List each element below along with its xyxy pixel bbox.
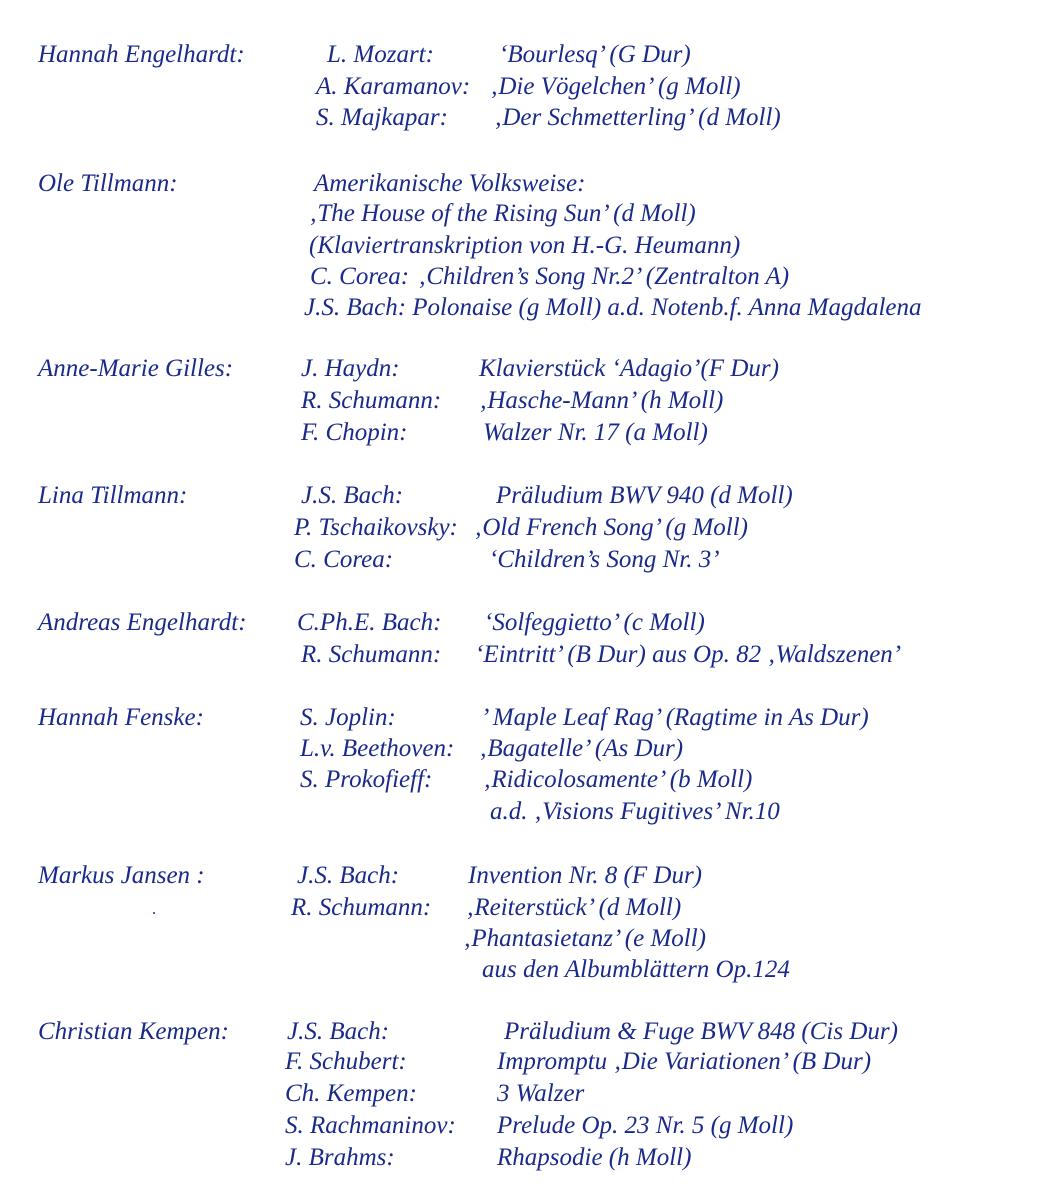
performer-name: Lina Tillmann: (38, 482, 188, 509)
stray-dot (153, 912, 155, 914)
composer: C. Corea: (310, 263, 410, 290)
work-title: ‚Die Vögelchen’ (g Moll) (490, 73, 741, 100)
program-line: a.d. ‚Visions Fugitives’ Nr.10 (490, 798, 780, 825)
composer: F. Chopin: (301, 419, 408, 446)
performer-name: Christian Kempen: (38, 1018, 229, 1045)
composer: J.S. Bach: (297, 862, 400, 889)
work-title: ‘Children’s Song Nr. 3’ (489, 546, 720, 573)
composer: P. Tschaikovsky: (294, 514, 458, 541)
composer: C.Ph.E. Bach: (297, 609, 442, 636)
composer: J. Haydn: (301, 355, 400, 382)
performer-name: Anne-Marie Gilles: (38, 355, 234, 382)
performer-name: Ole Tillmann: (38, 170, 178, 197)
work-title: Klavierstück ‘Adagio’(F Dur) (479, 355, 779, 382)
work-title: ‚Old French Song’ (g Moll) (474, 514, 749, 541)
program-line: ‚The House of the Rising Sun’ (d Moll) (309, 200, 696, 227)
performer-name: Hannah Fenske: (38, 704, 204, 731)
work-title: Impromptu ‚Die Variationen’ (B Dur) (497, 1048, 872, 1075)
performer-name: Markus Jansen : (38, 862, 205, 889)
composer: A. Karamanov: (316, 73, 471, 100)
work-title: ‚Ridicolosamente’ (b Moll) (483, 766, 753, 793)
work-title: ‚Hasche-Mann’ (h Moll) (479, 387, 724, 414)
work-title: ‚Bagatelle’ (As Dur) (479, 735, 684, 762)
composer: L.v. Beethoven: (300, 735, 455, 762)
composer: J.S. Bach: (287, 1018, 390, 1045)
work-title: Prelude Op. 23 Nr. 5 (g Moll) (497, 1112, 794, 1139)
work-title: Rhapsodie (h Moll) (497, 1144, 692, 1171)
program-line: J.S. Bach: Polonaise (g Moll) a.d. Notenb.f. Anna Magdalena (304, 294, 922, 321)
work-title: Präludium BWV 940 (d Moll) (496, 482, 793, 509)
composer: L. Mozart: (327, 41, 434, 68)
program-line: Amerikanische Volksweise: (314, 170, 586, 197)
composer: S. Rachmaninov: (285, 1112, 456, 1139)
performer-name: Hannah Engelhardt: (38, 41, 245, 68)
work-title: ‘Bourlesq’ (G Dur) (499, 41, 691, 68)
program-line: aus den Albumblättern Op.124 (482, 956, 790, 983)
work-title: 3 Walzer (497, 1080, 585, 1107)
performer-name: Andreas Engelhardt: (38, 609, 247, 636)
composer: S. Majkapar: (316, 104, 448, 131)
work-title: ‚Reiterstück’ (d Moll) (466, 894, 682, 921)
composer: F. Schubert: (285, 1048, 407, 1075)
composer: J.S. Bach: (301, 482, 404, 509)
composer: R. Schumann: (301, 387, 442, 414)
composer: S. Joplin: (300, 704, 396, 731)
work-title: Walzer Nr. 17 (a Moll) (483, 419, 708, 446)
work-title: ’ Maple Leaf Rag’ (Ragtime in As Dur) (481, 704, 869, 731)
composer: R. Schumann: (301, 641, 442, 668)
program-line: (Klaviertranskription von H.-G. Heumann) (309, 232, 741, 259)
work-title: ‘Solfeggietto’ (c Moll) (484, 609, 705, 636)
work-title: ‘Eintritt’ (B Dur) aus Op. 82 ‚Waldszenen’ (475, 641, 902, 668)
program-line: ‚Phantasietanz’ (e Moll) (463, 925, 707, 952)
composer: J. Brahms: (285, 1144, 395, 1171)
work-title: Invention Nr. 8 (F Dur) (468, 862, 702, 889)
work-title: ‚Children’s Song Nr.2’ (Zentralton A) (418, 263, 790, 290)
composer: Ch. Kempen: (285, 1080, 417, 1107)
composer: C. Corea: (294, 546, 394, 573)
composer: R. Schumann: (291, 894, 432, 921)
work-title: ‚Der Schmetterling’ (d Moll) (494, 104, 781, 131)
composer: S. Prokofieff: (300, 766, 433, 793)
work-title: Präludium & Fuge BWV 848 (Cis Dur) (504, 1018, 898, 1045)
